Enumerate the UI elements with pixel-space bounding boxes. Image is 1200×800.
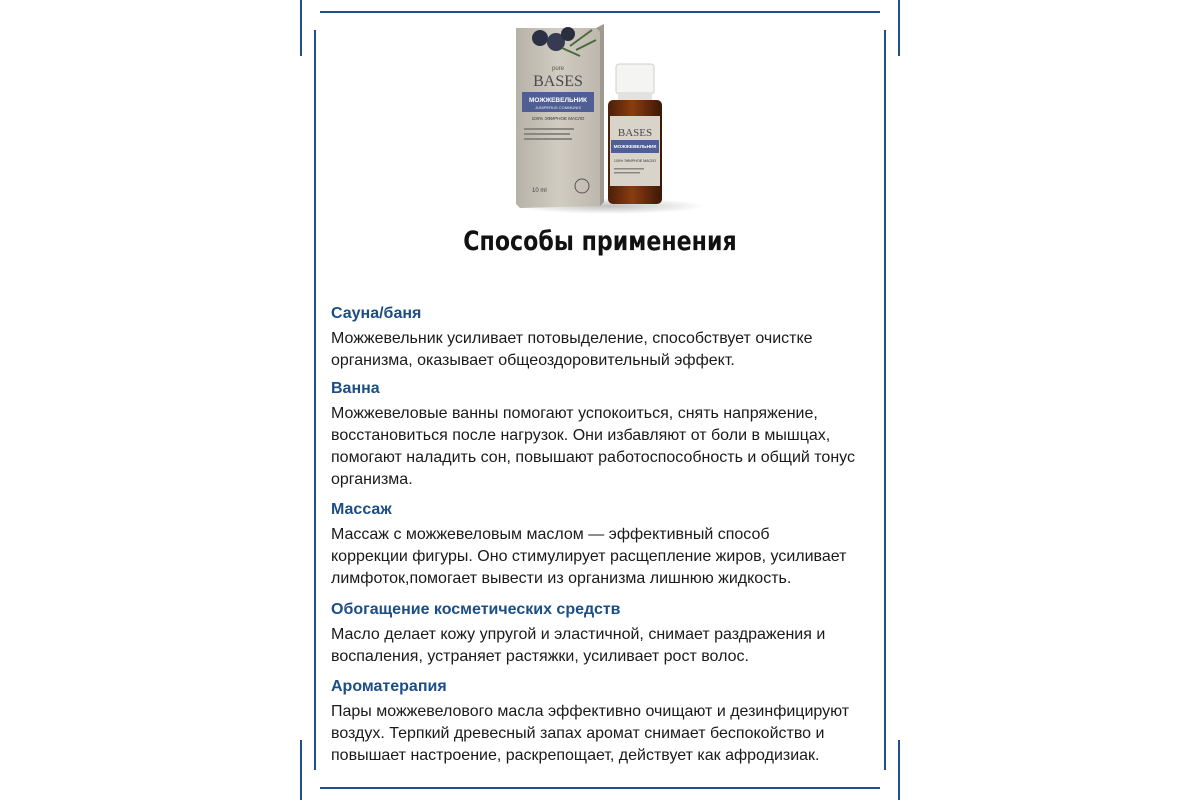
frame-right-outer: [898, 0, 900, 56]
frame-bottom-line: [320, 787, 880, 789]
box-label-sub: JUNIPERUS COMMUNIS: [534, 105, 582, 110]
body-line: лимфоток,помогает вывести из организма лишнюю жидкость.: [331, 570, 792, 587]
section-body: [331, 403, 881, 491]
section-body: [331, 624, 881, 668]
body-line: Можжевеловые ванны помогают успокоиться, снять напряжение,: [331, 405, 818, 422]
box-oil-type: 100% ЭФИРНОЕ МАСЛО: [531, 116, 585, 121]
section-body: [331, 328, 881, 372]
body-line: коррекции фигуры. Оно стимулирует расщепление жиров, усиливает: [331, 548, 847, 565]
body-line: организма.: [331, 471, 413, 488]
box-brand: BASES: [533, 73, 583, 90]
body-line: восстановиться после нагрузок. Они избавляют от боли в мышцах,: [331, 427, 831, 444]
frame-left-outer-bottom: [300, 740, 302, 800]
body-line: Масло делает кожу упругой и эластичной, снимает раздражения и: [331, 626, 826, 643]
document-sheet: [300, 0, 900, 800]
section-heading: Ванна: [331, 380, 380, 397]
frame-right-outer-bottom: [898, 740, 900, 800]
section-sauna: [331, 304, 881, 372]
frame-left-outer: [300, 0, 302, 56]
body-line: Пары можжевелового масла эффективно очищают и дезинфицируют: [331, 703, 850, 720]
frame-top-line: [320, 11, 880, 13]
section-body: [331, 701, 881, 767]
section-massage: [331, 500, 881, 590]
section-heading: Ароматерапия: [331, 678, 447, 695]
body-line: воспаления, устраняет растяжки, усиливает рост волос.: [331, 648, 749, 665]
section-heading: Массаж: [331, 501, 392, 518]
box-label: МОЖЖЕВЕЛЬНИК: [528, 97, 588, 104]
product-image: [510, 16, 710, 216]
body-line: Можжевельник усиливает потовыделение, способствует очистке: [331, 330, 813, 347]
page-title: Способы применения: [463, 226, 737, 257]
section-bath: [331, 379, 881, 491]
body-line: воздух. Терпкий древесный запах аромат снимает беспокойство и: [331, 725, 825, 742]
section-aromatherapy: [331, 677, 881, 767]
bottle-brand: BASES: [617, 127, 653, 139]
section-heading: Сауна/баня: [331, 305, 422, 322]
body-line: организма, оказывает общеоздоровительный эффект.: [331, 352, 735, 369]
box-brand-small: pure: [551, 66, 565, 72]
frame-left-inner: [314, 30, 316, 770]
frame-right-inner: [884, 30, 886, 770]
bottle-oil-type: 100% ЭФИРНОЕ МАСЛО: [613, 159, 657, 163]
body-line: Массаж с можжевеловым маслом — эффективный способ: [331, 526, 770, 543]
body-line: помогают наладить сон, повышают работоспособность и общий тонус: [331, 449, 855, 466]
bottle-label: МОЖЖЕВЕЛЬНИК: [613, 145, 657, 150]
body-line: повышает настроение, раскрепощает, действует как афродизиак.: [331, 747, 820, 764]
section-cosmetics: [331, 600, 881, 668]
box-volume: 10 ml: [532, 188, 547, 194]
section-heading: Обогащение косметических средств: [331, 601, 621, 618]
section-body: [331, 524, 881, 590]
